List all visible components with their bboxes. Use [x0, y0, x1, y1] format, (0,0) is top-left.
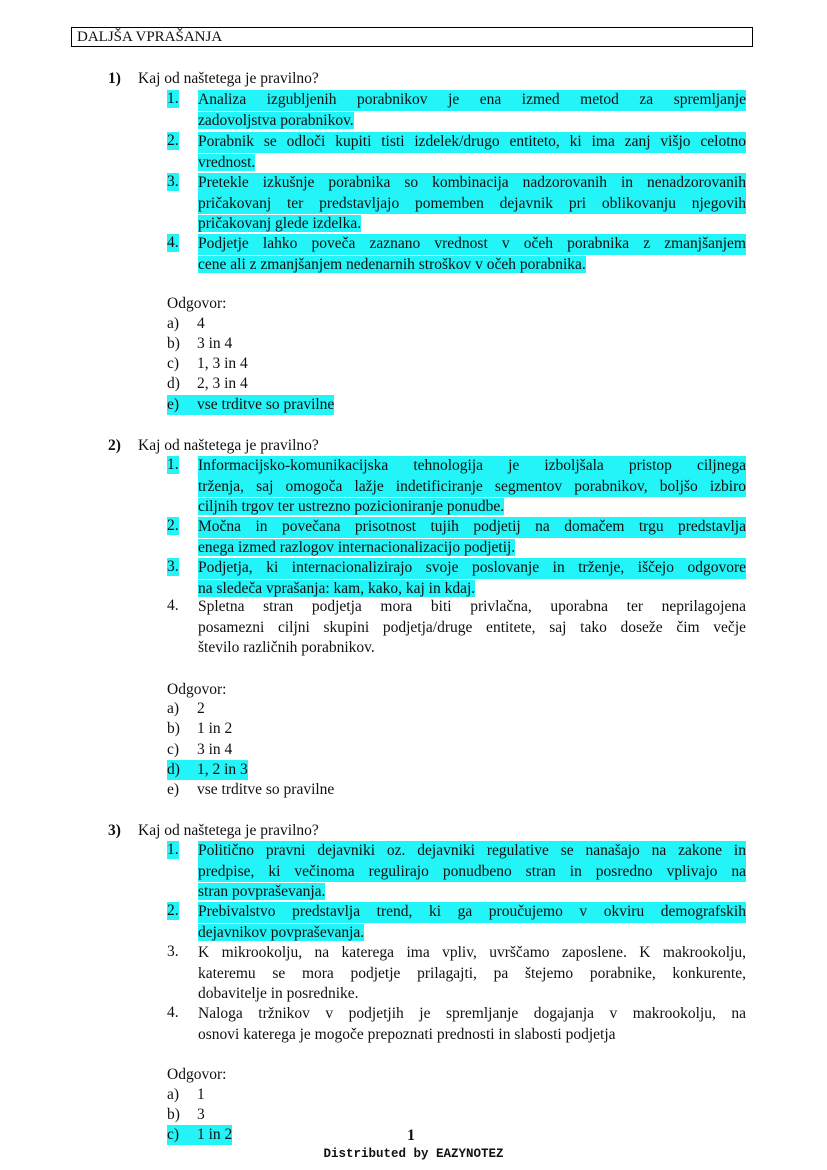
- option-letter: e): [167, 781, 180, 798]
- q1-option-d[interactable]: [167, 374, 248, 394]
- option-text: 1 in 2: [197, 1126, 233, 1143]
- statement-number: 1.: [167, 841, 179, 858]
- statement-line: število različnih porabnikov.: [198, 639, 375, 656]
- statement-line: dejavnikov povpraševanja.: [198, 923, 365, 941]
- statement-line: Politično pravni dejavniki oz. dejavniki regulative se nanašajo na zakone in: [198, 841, 746, 862]
- q2-option-c[interactable]: [167, 740, 232, 760]
- statement-number: 3.: [167, 173, 179, 190]
- option-text: 3 in 4: [197, 741, 233, 758]
- statement-number: 3.: [167, 943, 179, 960]
- option-text: 3 in 4: [197, 335, 233, 352]
- option-text: 1: [197, 1086, 205, 1103]
- statement-number: 4.: [167, 1004, 179, 1021]
- option-letter: b): [167, 1106, 180, 1123]
- statement-line: Podjetje lahko poveča zaznano vrednost v očeh porabnika z zmanjšanjem: [198, 234, 746, 255]
- option-text: 1 in 2: [197, 720, 233, 737]
- option-letter: d): [167, 761, 180, 778]
- option-letter: d): [167, 375, 180, 392]
- question-prompt: Kaj od naštetega je pravilno?: [138, 70, 319, 87]
- statement-number: 3.: [167, 558, 179, 575]
- question-3-title: [108, 821, 319, 840]
- option-text: vse trditve so pravilne: [197, 781, 335, 798]
- option-letter: c): [167, 1126, 180, 1143]
- statement-line: Analiza izgubljenih porabnikov je ena izmed metod za spremljanje: [198, 90, 746, 111]
- q3-option-c-correct[interactable]: [167, 1125, 232, 1145]
- statement-line: Močna in povečana prisotnost tujih podjetij na domačem trgu predstavlja: [198, 517, 746, 538]
- option-letter: e): [167, 396, 180, 413]
- footer-distributor: Distributed by EAZYNOTEZ: [323, 1147, 504, 1161]
- statement-line: kateremu se mora podjetje prilagajti, pa štejemo porabnike, konkurente,: [198, 964, 746, 982]
- statement-line: dobavitelje in posrednike.: [198, 985, 359, 1002]
- option-text: 2: [197, 700, 205, 717]
- statement-line: vrednost.: [198, 153, 256, 171]
- statement-line: predpise, ki večinoma regulirajo ponudbeno stran in posredno vplivajo na: [198, 862, 746, 883]
- statement-line: ciljnih trgov ter ustrezno pozicioniranje ponudbe.: [198, 498, 505, 515]
- question-2-title: [108, 436, 319, 455]
- statement-number: 1.: [167, 90, 179, 107]
- q3-option-a[interactable]: [167, 1085, 205, 1105]
- statement-number: 4.: [167, 234, 179, 251]
- q1-option-a[interactable]: [167, 314, 205, 334]
- option-text: 4: [197, 315, 205, 332]
- statement-number: 4.: [167, 597, 179, 614]
- statement-number: 2.: [167, 517, 179, 534]
- answer-label: Odgovor:: [167, 295, 227, 312]
- option-letter: b): [167, 720, 180, 737]
- statement-line: Podjetja, ki internacionalizirajo svoje poslovanje in trženje, iščejo odgovore: [198, 558, 746, 579]
- statement-line: pričakovanj ter predstavljajo pomemben dejavnik pri oblikovanju njegovih: [198, 194, 746, 215]
- option-text: 1, 2 in 3: [197, 761, 248, 778]
- option-text: 2, 3 in 4: [197, 375, 248, 392]
- statement-line: Naloga tržnikov v podjetjih je spremljanje dogajanja v makrookolju, na: [198, 1005, 746, 1022]
- statement-line: enega izmed razlogov internacionalizacijo podjetij.: [198, 538, 516, 556]
- statement-line: Pretekle izkušnje porabnika so kombinacija nadzorovanih in nenadzorovanih: [198, 173, 746, 194]
- statement-line: Prebivalstvo predstavlja trend, ki ga proučujemo v okviru demografskih: [198, 902, 746, 923]
- option-letter: a): [167, 700, 180, 717]
- question-prompt: Kaj od naštetega je pravilno?: [138, 437, 319, 454]
- question-number: 3): [108, 822, 121, 839]
- statement-line: cene ali z zmanjšanjem nedenarnih stroškov v očeh porabnika.: [198, 255, 586, 273]
- q2-option-a[interactable]: [167, 699, 205, 719]
- q1-option-c[interactable]: [167, 354, 248, 374]
- option-letter: c): [167, 355, 180, 372]
- statement-line: Informacijsko-komunikacijska tehnologija je izboljšala pristop ciljnega: [198, 456, 746, 477]
- option-letter: c): [167, 741, 180, 758]
- option-text: 3: [197, 1106, 205, 1123]
- statement-line: zadovoljstva porabnikov.: [198, 111, 354, 129]
- q2-option-d-correct[interactable]: [167, 760, 248, 780]
- statement-line: pričakovanj glede izdelka.: [198, 215, 362, 232]
- q1-option-e-correct[interactable]: [167, 395, 334, 415]
- statement-line: posamezni ciljni skupini podjetja/druge entitete, saj tako doseže čim večje: [198, 618, 746, 636]
- statement-number: 2.: [167, 132, 179, 149]
- statement-line: K mikrookolju, na katerega ima vpliv, uvrščamo zaposlene. K makrookolju,: [198, 944, 746, 961]
- statement-line: na sledeča vprašanja: kam, kako, kaj in kdaj.: [198, 579, 476, 597]
- statement-line: Spletna stran podjetja mora biti privlačna, uporabna ter neprilagojena: [198, 598, 746, 615]
- q1-option-b[interactable]: [167, 334, 232, 354]
- statement-line: osnovi katerega je mogoče prepoznati prednosti in slabosti podjetja: [198, 1025, 616, 1043]
- statement-line: trženja, saj omogoča lažje indetificiranje segmentov porabnikov, boljšo izbiro: [198, 477, 746, 498]
- option-letter: b): [167, 335, 180, 352]
- page-number: 1: [407, 1127, 415, 1144]
- option-letter: a): [167, 315, 180, 332]
- question-number: 2): [108, 437, 121, 454]
- answer-label: Odgovor:: [167, 1066, 227, 1083]
- statement-line: stran povpraševanja.: [198, 883, 326, 900]
- option-text: vse trditve so pravilne: [197, 396, 335, 413]
- section-header: DALJŠA VPRAŠANJA: [71, 27, 753, 47]
- question-number: 1): [108, 70, 121, 87]
- statement-number: 1.: [167, 456, 179, 473]
- statement-number: 2.: [167, 902, 179, 919]
- question-1-title: [108, 69, 319, 88]
- question-prompt: Kaj od naštetega je pravilno?: [138, 822, 319, 839]
- statement-line: Porabnik se odloči kupiti tisti izdelek/drugo entiteto, ki ima zanj višjo celotno: [198, 132, 746, 153]
- answer-label: Odgovor:: [167, 681, 227, 698]
- q2-option-b[interactable]: [167, 719, 232, 739]
- q3-option-b[interactable]: [167, 1105, 205, 1125]
- option-text: 1, 3 in 4: [197, 355, 248, 372]
- option-letter: a): [167, 1086, 180, 1103]
- q2-option-e[interactable]: [167, 780, 334, 800]
